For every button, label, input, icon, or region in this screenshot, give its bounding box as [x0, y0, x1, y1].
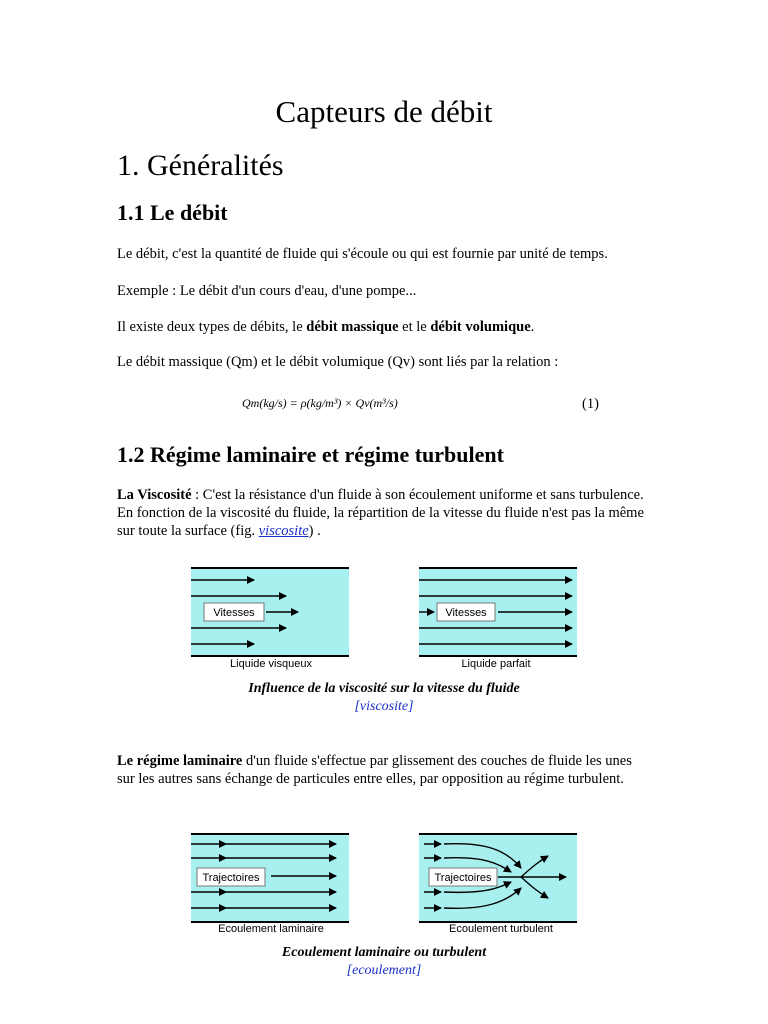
figure-ecoulement-ref: [ecoulement] [346, 963, 422, 978]
turbulent-flow-panel [419, 834, 577, 935]
figure-viscosite [186, 562, 586, 672]
paragraph-types [117, 318, 657, 336]
subsection-heading-regimes: 1.2 Régime laminaire et régime turbulent [117, 442, 504, 467]
figure-ecoulement [186, 828, 586, 938]
paragraph-viscosite [117, 486, 647, 540]
paragraph-relation: Le débit massique (Qm) et le débit volumique (Qv) sont liés par la relation : [117, 354, 559, 370]
figure-viscosite-caption: Influence de la viscosité sur la vitesse du fluide [248, 681, 520, 696]
section-heading-generalites: 1. Généralités [117, 149, 284, 182]
viscous-liquid-panel [191, 568, 349, 670]
subsection-heading-debit: 1.1 Le débit [117, 200, 228, 225]
trajectories-label: Trajectoires [434, 872, 492, 884]
paragraph-definition: Le débit, c'est la quantité de fluide qui s'écoule ou qui est fournie par unité de temps. [117, 246, 608, 262]
figure-viscosite-ref: [viscosite] [354, 699, 414, 714]
document-title: Capteurs de débit [275, 94, 493, 129]
laminar-flow-caption: Ecoulement laminaire [218, 923, 324, 935]
perfect-liquid-panel [419, 568, 577, 670]
viscosite-text-end: ) . [308, 523, 321, 539]
paragraph-laminaire [117, 752, 647, 788]
term-debit-volumique: débit volumique [430, 319, 531, 335]
term-viscosite: La Viscosité [117, 487, 192, 503]
velocity-label: Vitesses [213, 607, 255, 619]
viscosite-link[interactable]: viscosite [258, 523, 309, 539]
types-text-mid: et le [398, 319, 431, 335]
term-regime-laminaire: Le régime laminaire [117, 753, 243, 769]
types-text-end: . [530, 319, 535, 335]
laminar-flow-panel [191, 834, 349, 935]
trajectories-label: Trajectoires [202, 872, 260, 884]
laminaire-text: d'un fluide s'effectue par glissement des couches de fluide les unes sur les autres sans échange de particules entre elles, par opposition au régime turbulent. [117, 753, 632, 787]
paragraph-example: Exemple : Le débit d'un cours d'eau, d'une pompe... [117, 283, 417, 299]
equation-number: (1) [582, 396, 599, 412]
term-debit-massique: débit massique [306, 319, 399, 335]
turbulent-flow-caption: Ecoulement turbulent [449, 923, 553, 935]
formula-relation: Qm(kg/s) = ρ(kg/m³) × Qv(m³/s) [242, 396, 398, 410]
viscous-liquid-caption: Liquide visqueux [230, 658, 312, 670]
figure-ecoulement-caption: Ecoulement laminaire ou turbulent [281, 945, 487, 960]
viscosite-text: : C'est la résistance d'un fluide à son écoulement uniforme et sans turbulence. En fonction de la viscosité du fluide, la répartition de la vitesse du fluide n'est pas la même sur toute la surface (fig. [117, 487, 644, 539]
velocity-label: Vitesses [445, 607, 487, 619]
types-text-start: Il existe deux types de débits, le [117, 319, 307, 335]
perfect-liquid-caption: Liquide parfait [461, 658, 531, 670]
